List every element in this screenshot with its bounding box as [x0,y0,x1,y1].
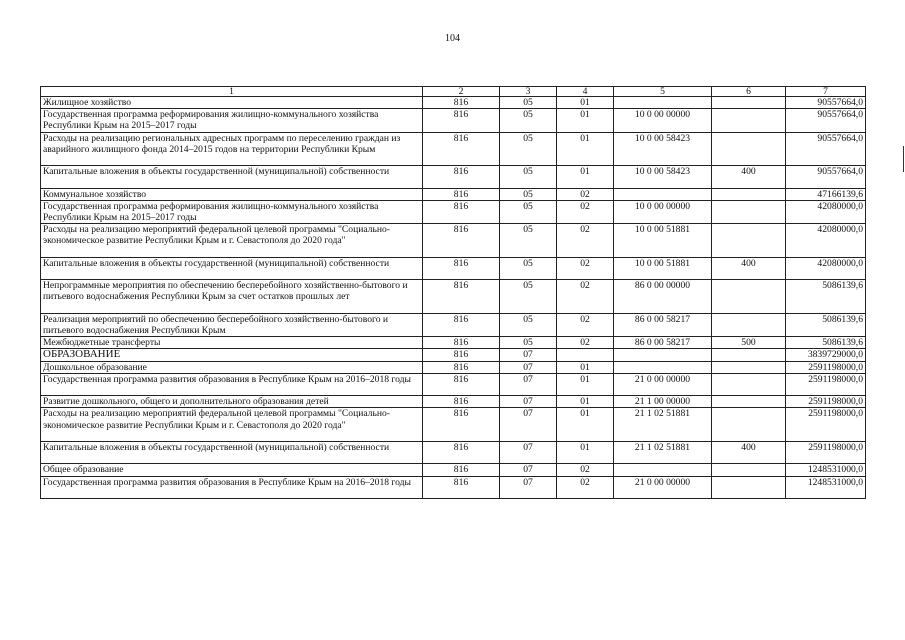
row-ministry-code: 816 [423,396,500,408]
row-name: Государственная программа развития образования в Республике Крым на 2016–2018 годы [41,373,423,395]
row-section: 07 [500,464,557,476]
row-subsection: 02 [557,224,614,258]
row-ministry-code: 816 [423,373,500,395]
row-amount: 1248531000,0 [786,464,866,476]
budget-table-body [41,87,866,499]
row-name: Капитальные вложения в объекты государственной (муниципальной) собственности [41,441,423,463]
table-row [41,188,866,200]
row-amount: 90557664,0 [786,97,866,109]
row-expense-type [712,396,786,408]
table-row [41,166,866,188]
table-row [41,373,866,395]
row-ministry-code: 816 [423,349,500,361]
row-expense-type [712,97,786,109]
row-expense-type [712,200,786,223]
row-subsection: 02 [557,313,614,336]
row-section: 05 [500,224,557,258]
row-name: Дошкольное образование [41,361,423,373]
row-amount: 2591198000,0 [786,396,866,408]
row-ministry-code: 816 [423,200,500,223]
row-amount: 42080000,0 [786,257,866,279]
row-amount: 5086139,6 [786,313,866,336]
row-subsection: 01 [557,361,614,373]
table-row [41,257,866,279]
row-expense-type: 500 [712,337,786,349]
table-row [41,109,866,132]
table-row [41,224,866,258]
row-name: Расходы на реализацию региональных адресных программ по переселению граждан из аварийного жилищного фонда 2014–2015 годов на территории Республики Крым [41,132,423,166]
scan-edge-mark [903,146,904,172]
row-target-article: 86 0 00 58217 [614,313,712,336]
row-target-article: 10 0 00 58423 [614,166,712,188]
row-subsection: 02 [557,476,614,498]
row-section: 05 [500,337,557,349]
row-target-article [614,97,712,109]
row-section: 05 [500,132,557,166]
row-ministry-code: 816 [423,257,500,279]
row-target-article [614,188,712,200]
row-expense-type [712,188,786,200]
row-section: 05 [500,166,557,188]
row-ministry-code: 816 [423,476,500,498]
row-amount: 90557664,0 [786,132,866,166]
row-ministry-code: 816 [423,313,500,336]
table-row [41,132,866,166]
row-target-article [614,361,712,373]
table-row [41,408,866,442]
row-name: Развитие дошкольного, общего и дополнительного образования детей [41,396,423,408]
row-ministry-code: 816 [423,166,500,188]
row-subsection: 01 [557,396,614,408]
header-col-4: 4 [557,87,614,97]
row-subsection: 02 [557,337,614,349]
row-target-article: 10 0 00 00000 [614,109,712,132]
row-section: 07 [500,396,557,408]
row-target-article: 10 0 00 00000 [614,200,712,223]
budget-table [40,86,866,499]
row-target-article [614,349,712,361]
row-expense-type [712,476,786,498]
table-row [41,97,866,109]
table-row [41,464,866,476]
row-ministry-code: 816 [423,361,500,373]
row-target-article: 21 1 02 51881 [614,441,712,463]
row-name: Государственная программа реформирования жилищно-коммунального хозяйства Республики Крым на 2015–2017 годы [41,109,423,132]
table-row [41,337,866,349]
row-subsection: 02 [557,464,614,476]
row-section: 05 [500,257,557,279]
row-section: 07 [500,373,557,395]
row-name: Жилищное хозяйство [41,97,423,109]
row-name: Расходы на реализацию мероприятий федеральной целевой программы "Социально-экономическое развитие Республики Крым и г. Севастополя до 2020 года" [41,224,423,258]
row-amount: 2591198000,0 [786,408,866,442]
row-expense-type: 400 [712,441,786,463]
row-section: 05 [500,280,557,314]
row-expense-type [712,132,786,166]
row-amount: 90557664,0 [786,166,866,188]
row-name: Общее образование [41,464,423,476]
row-target-article: 21 1 00 00000 [614,396,712,408]
row-section: 07 [500,361,557,373]
row-target-article: 21 0 00 00000 [614,476,712,498]
header-col-5: 5 [614,87,712,97]
row-expense-type [712,373,786,395]
table-row [41,441,866,463]
row-target-article: 21 1 02 51881 [614,408,712,442]
row-target-article: 86 0 00 00000 [614,280,712,314]
row-name: Непрограммные мероприятия по обеспечению бесперебойного хозяйственно-бытового и питьевого водоснабжения Республики Крым за счет остатков прошлых лет [41,280,423,314]
row-name: Капитальные вложения в объекты государственной (муниципальной) собственности [41,257,423,279]
table-row [41,361,866,373]
row-ministry-code: 816 [423,408,500,442]
table-row [41,396,866,408]
row-ministry-code: 816 [423,280,500,314]
row-amount: 2591198000,0 [786,441,866,463]
row-subsection: 01 [557,109,614,132]
row-ministry-code: 816 [423,132,500,166]
row-ministry-code: 816 [423,97,500,109]
row-section: 05 [500,188,557,200]
row-subsection: 02 [557,188,614,200]
table-row [41,349,866,361]
row-expense-type [712,224,786,258]
row-target-article: 10 0 00 58423 [614,132,712,166]
row-amount: 47166139,6 [786,188,866,200]
row-section: 07 [500,476,557,498]
row-name: Коммунальное хозяйство [41,188,423,200]
row-subsection: 01 [557,373,614,395]
row-name: Расходы на реализацию мероприятий федеральной целевой программы "Социально-экономическое развитие Республики Крым и г. Севастополя до 2020 года" [41,408,423,442]
row-section: 07 [500,408,557,442]
row-expense-type [712,464,786,476]
row-amount: 1248531000,0 [786,476,866,498]
row-amount: 5086139,6 [786,280,866,314]
row-section: 05 [500,109,557,132]
row-amount: 42080000,0 [786,200,866,223]
row-name: Государственная программа развития образования в Республике Крым на 2016–2018 годы [41,476,423,498]
row-amount: 3839729000,0 [786,349,866,361]
row-ministry-code: 816 [423,464,500,476]
row-target-article: 10 0 00 51881 [614,224,712,258]
row-ministry-code: 816 [423,224,500,258]
row-expense-type [712,313,786,336]
row-expense-type [712,361,786,373]
row-subsection: 02 [557,200,614,223]
row-expense-type: 400 [712,257,786,279]
row-amount: 90557664,0 [786,109,866,132]
row-amount: 42080000,0 [786,224,866,258]
row-subsection: 01 [557,441,614,463]
table-row [41,476,866,498]
row-subsection: 01 [557,408,614,442]
row-expense-type [712,349,786,361]
row-amount: 5086139,6 [786,337,866,349]
header-col-3: 3 [500,87,557,97]
row-target-article: 86 0 00 58217 [614,337,712,349]
row-name: Реализация мероприятий по обеспечению бесперебойного хозяйственно-бытового и питьевого водоснабжения Республики Крым [41,313,423,336]
row-expense-type [712,109,786,132]
row-section: 07 [500,349,557,361]
row-section: 05 [500,97,557,109]
row-expense-type [712,408,786,442]
row-section: 07 [500,441,557,463]
row-section: 05 [500,200,557,223]
header-col-2: 2 [423,87,500,97]
table-row [41,280,866,314]
row-subsection: 02 [557,257,614,279]
row-target-article: 21 0 00 00000 [614,373,712,395]
table-row [41,200,866,223]
row-subsection: 01 [557,132,614,166]
page-number: 104 [445,33,460,44]
row-ministry-code: 816 [423,188,500,200]
header-col-6: 6 [712,87,786,97]
row-subsection: 01 [557,166,614,188]
row-name: Государственная программа реформирования жилищно-коммунального хозяйства Республики Крым на 2015–2017 годы [41,200,423,223]
header-col-7: 7 [786,87,866,97]
row-name: ОБРАЗОВАНИЕ [41,349,423,361]
row-amount: 2591198000,0 [786,373,866,395]
row-target-article [614,464,712,476]
row-expense-type: 400 [712,166,786,188]
row-expense-type [712,280,786,314]
row-name: Капитальные вложения в объекты государственной (муниципальной) собственности [41,166,423,188]
row-ministry-code: 816 [423,109,500,132]
row-amount: 2591198000,0 [786,361,866,373]
row-name: Межбюджетные трансферты [41,337,423,349]
header-col-1: 1 [41,87,423,97]
row-subsection [557,349,614,361]
table-row [41,313,866,336]
row-ministry-code: 816 [423,337,500,349]
row-ministry-code: 816 [423,441,500,463]
row-subsection: 02 [557,280,614,314]
row-subsection: 01 [557,97,614,109]
row-section: 05 [500,313,557,336]
table-header-row [41,87,866,97]
row-target-article: 10 0 00 51881 [614,257,712,279]
